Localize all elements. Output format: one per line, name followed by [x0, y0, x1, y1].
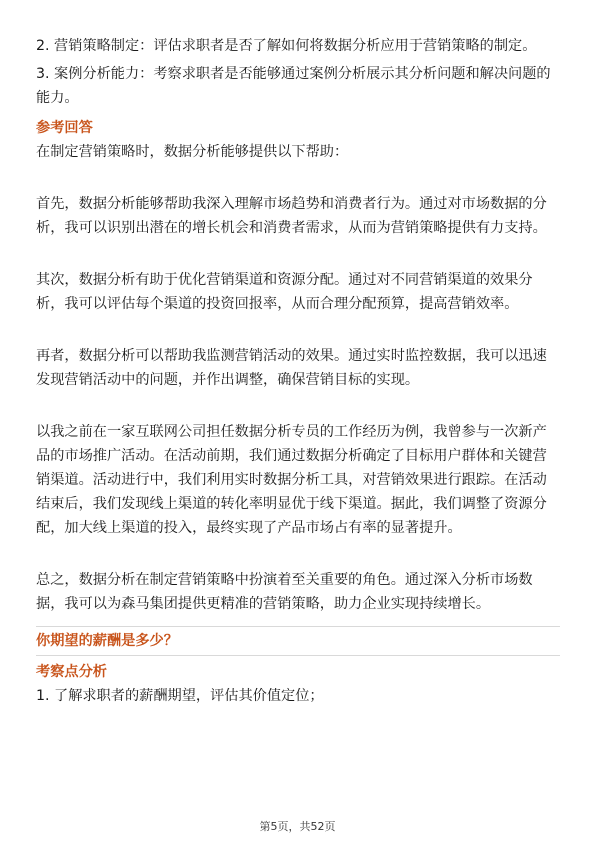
page-footer: 第5页，共52页 — [259, 820, 336, 833]
paragraph-line: 总之，数据分析在制定营销策略中扮演着至关重要的角色。通过深入分析市场数 — [36, 572, 533, 588]
analysis-heading: 考察点分析 — [36, 664, 107, 680]
paragraph-line: 再者，数据分析可以帮助我监测营销活动的效果。通过实时监控数据，我可以迅速 — [36, 348, 547, 364]
section-divider-bottom — [36, 655, 560, 656]
paragraph-line: 析，我可以识别出潜在的增长机会和消费者需求，从而为营销策略提供有力支持。 — [36, 220, 547, 236]
section-divider-top — [36, 626, 560, 627]
paragraph-line: 析，我可以评估每个渠道的投资回报率，从而合理分配预算，提高营销效率。 — [36, 296, 519, 312]
paragraph-line: 首先，数据分析能够帮助我深入理解市场趋势和消费者行为。通过对市场数据的分 — [36, 196, 547, 212]
paragraph-line: 其次，数据分析有助于优化营销渠道和资源分配。通过对不同营销渠道的效果分 — [36, 272, 533, 288]
paragraph-line: 品的市场推广活动。在活动前期，我们通过数据分析确定了目标用户群体和关键营 — [36, 448, 547, 464]
paragraph-line: 发现营销活动中的问题，并作出调整，确保营销目标的实现。 — [36, 372, 420, 388]
paragraph-5 — [36, 568, 560, 616]
paragraph-2 — [36, 268, 560, 316]
paragraph-line: 结束后，我们发现线上渠道的转化率明显优于线下渠道。据此，我们调整了资源分 — [36, 496, 547, 512]
list-item-continuation: 能力。 — [36, 90, 79, 106]
answer-heading: 参考回答 — [36, 120, 93, 136]
paragraph-line: 销渠道。活动进行中，我们利用实时数据分析工具，对营销效果进行跟踪。在活动 — [36, 472, 547, 488]
list-item: 3. 案例分析能力：考察求职者是否能够通过案例分析展示其分析问题和解决问题的 — [36, 66, 551, 82]
paragraph-line: 配，加大线上渠道的投入，最终实现了产品市场占有率的显著提升。 — [36, 520, 462, 536]
paragraph-3 — [36, 344, 560, 392]
document-page — [36, 34, 560, 708]
answer-intro: 在制定营销策略时，数据分析能够提供以下帮助： — [36, 144, 349, 160]
question-title: 你期望的薪酬是多少？ — [36, 633, 178, 649]
paragraph-4 — [36, 420, 560, 540]
list-item: 1. 了解求职者的薪酬期望，评估其价值定位； — [36, 688, 324, 704]
paragraph-1 — [36, 192, 560, 240]
list-top — [36, 34, 560, 110]
paragraph-line: 以我之前在一家互联网公司担任数据分析专员的工作经历为例，我曾参与一次新产 — [36, 424, 547, 440]
list-item: 2. 营销策略制定：评估求职者是否了解如何将数据分析应用于营销策略的制定。 — [36, 38, 537, 54]
paragraph-line: 据，我可以为森马集团提供更精准的营销策略，助力企业实现持续增长。 — [36, 596, 491, 612]
